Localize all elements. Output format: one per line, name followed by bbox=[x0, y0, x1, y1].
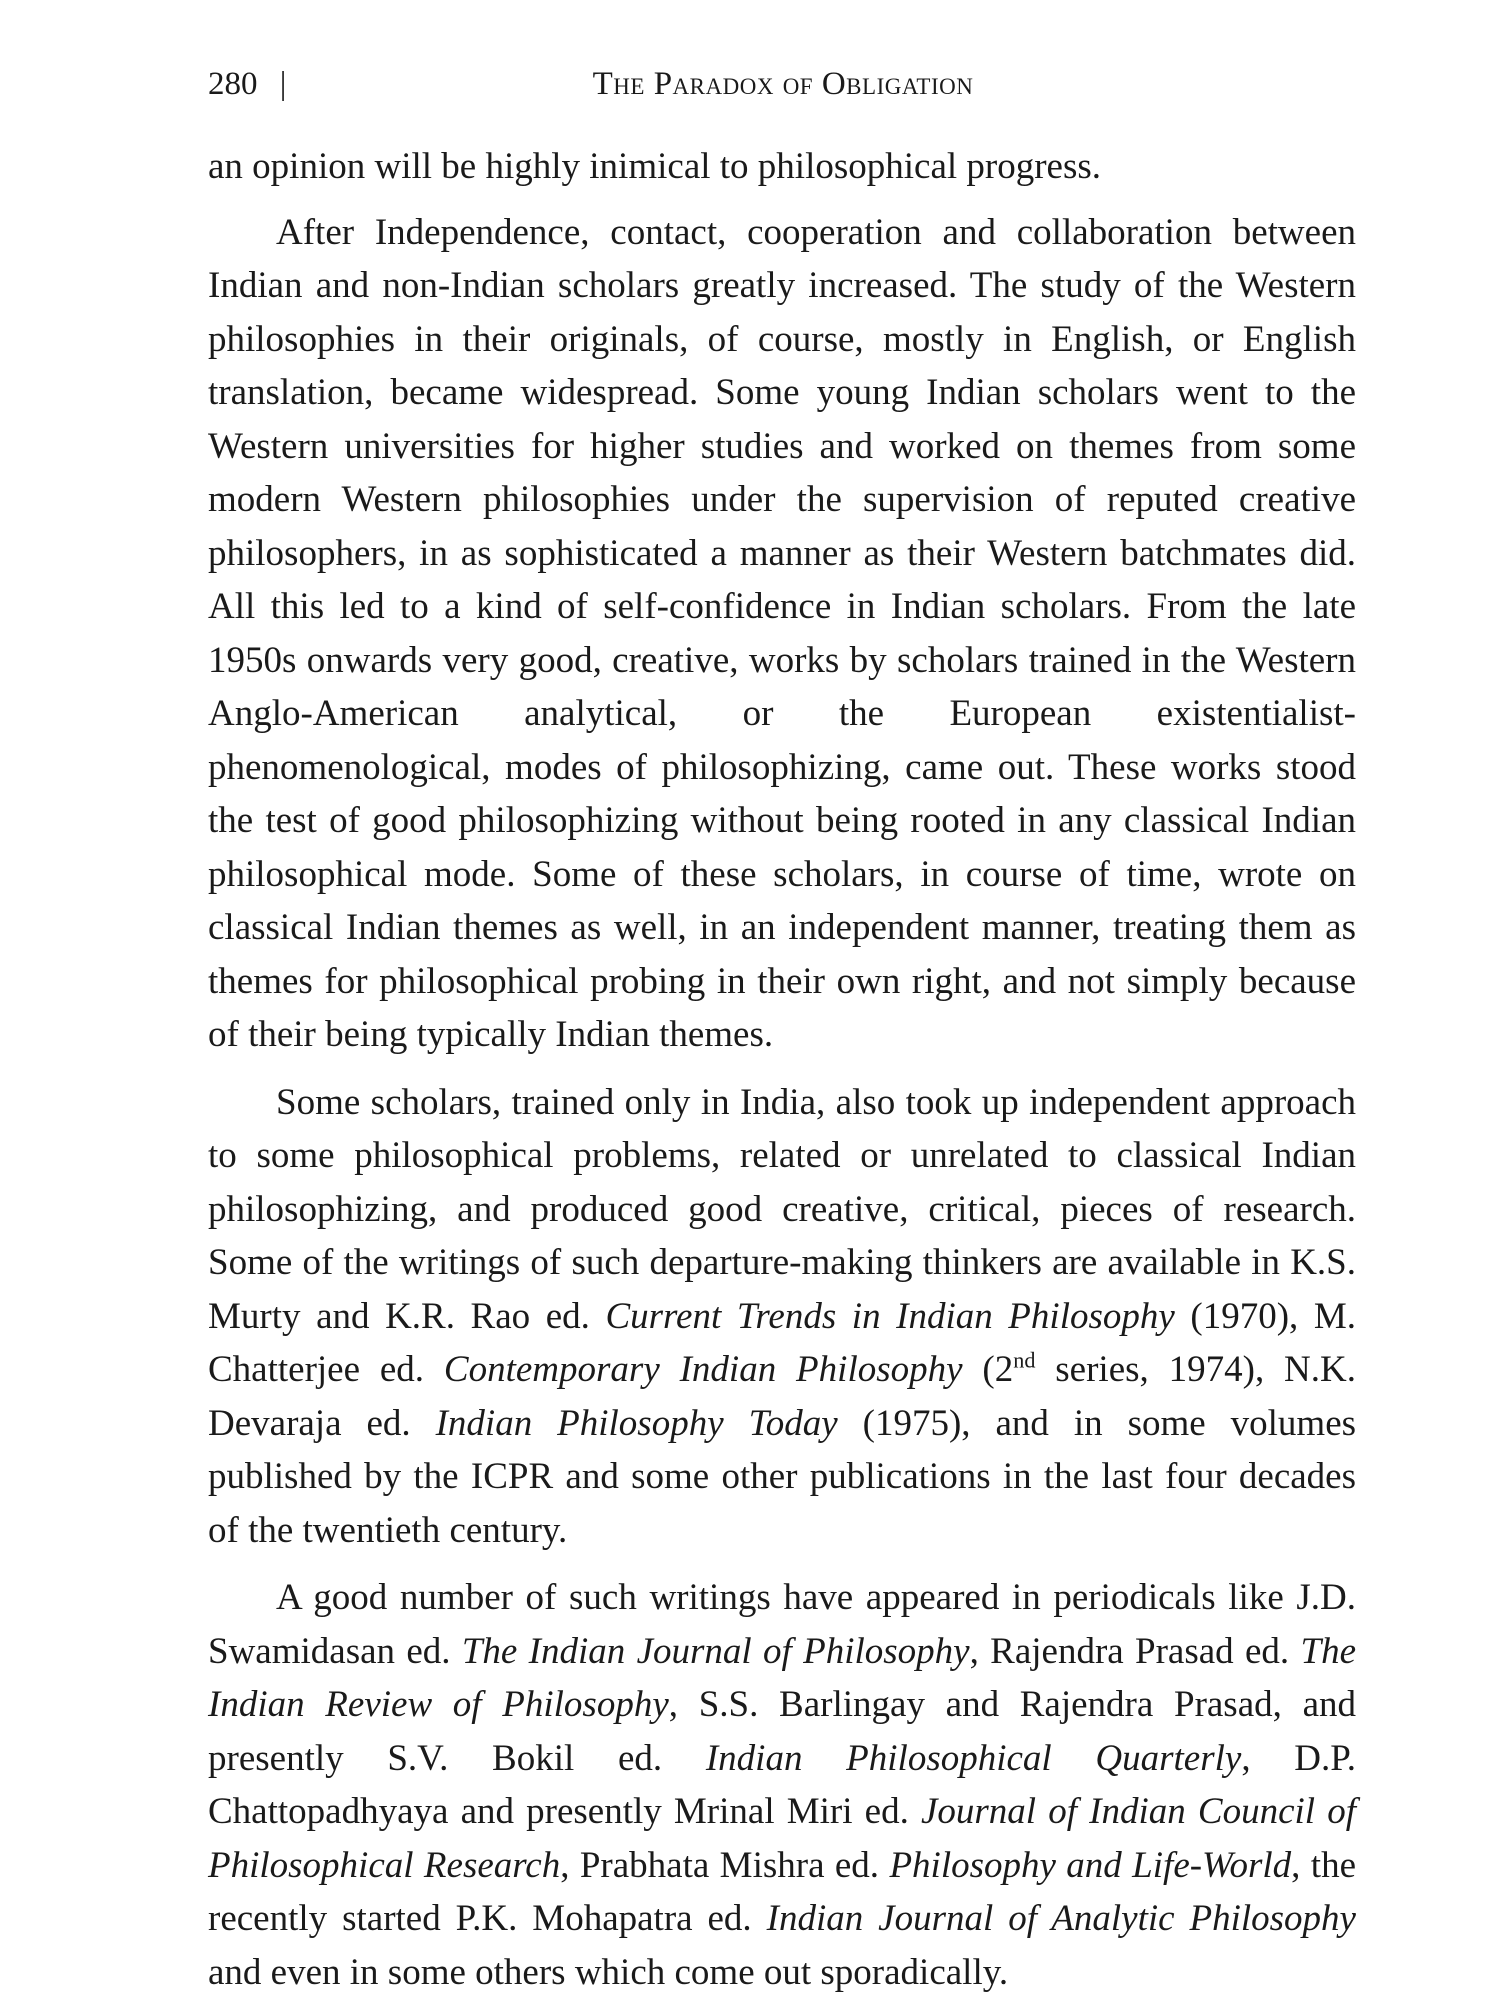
italic-title: Indian Philosophical Quarterly bbox=[705, 1737, 1242, 1779]
text-run: an opinion will be highly inimical to philosophical progress. bbox=[208, 146, 1102, 187]
running-header bbox=[208, 62, 1358, 106]
paragraph bbox=[208, 206, 1356, 1062]
paragraph bbox=[208, 140, 1356, 194]
text-run: , Rajendra Prasad ed. bbox=[969, 1630, 1301, 1672]
paragraph bbox=[208, 1076, 1356, 1558]
text-run: , Prabhata Mishra ed. bbox=[560, 1844, 890, 1886]
text-run: (1975), and in some volumes published by the ICPR and some other publications in the last four decades of the twentieth century. bbox=[208, 1402, 1357, 1551]
text-run: A good number of such writings have appeared in periodicals like J.D. Swamidasan ed. bbox=[208, 1577, 1356, 1672]
italic-title: Indian Journal of Analytic Philosophy bbox=[766, 1898, 1356, 1939]
superscript: nd bbox=[1013, 1347, 1036, 1373]
italic-title: The Indian Review of Philosophy bbox=[208, 1630, 1356, 1725]
italic-title: The Indian Journal of Philosophy bbox=[461, 1630, 970, 1672]
italic-title: Contemporary Indian Philosophy bbox=[443, 1349, 963, 1390]
page-number-value: 280 bbox=[208, 66, 258, 102]
italic-title: Current Trends in Indian Philosophy bbox=[605, 1295, 1175, 1337]
italic-title: Philosophy and Life-World bbox=[889, 1844, 1292, 1886]
header-separator: | bbox=[279, 66, 287, 102]
body-text bbox=[208, 140, 1356, 2013]
italic-title: Indian Philosophy Today bbox=[435, 1402, 838, 1444]
text-run: , the recently started P.K. Mohapatra ed. bbox=[208, 1844, 1357, 1939]
text-run: Some scholars, trained only in India, also took up independent approach to some philosophical problems, related or unrelated to classical Indian philosophizing, and produced good creative, critical, pieces of research. Some of the writings of such departure-making thinkers are available in K.S. Murty and K.R. Rao ed. bbox=[208, 1081, 1356, 1337]
text-run: series, 1974), N.K. Devaraja ed. bbox=[208, 1349, 1356, 1444]
paragraph bbox=[208, 1571, 1356, 1999]
text-run: After Independence, contact, cooperation and collaboration between Indian and non-Indian scholars greatly increased. The study of the Western philosophies in their originals, of course, mostly in English, or English translation, became widespread. Some young Indian scholars went to the Western universities for higher studies and worked on themes from some modern Western philosophies under the supervision of reputed creative philosophers, in as sophisticated a manner as their Western batchmates did. All this led to a kind of self-confidence in Indian scholars. From the late 1950s onwards very good, creative, works by scholars trained in the Western Anglo-American analytical, or the European existentialist-phenomenological, modes of philosophizing, came out. These works stood the test of good philosophizing without being rooted in any classical Indian philosophical mode. Some of these scholars, in course of time, wrote on classical Indian themes as well, in an independent manner, treating them as themes for philosophical probing in their own right, and not simply because of their being typically Indian themes. bbox=[208, 211, 1356, 1055]
text-run: (1970), M. Chatterjee ed. bbox=[208, 1295, 1356, 1390]
running-title: The Paradox of Obligation bbox=[592, 66, 974, 102]
italic-title: Journal of Indian Council of Philosophical Research bbox=[208, 1791, 1356, 1886]
text-run: , S.S. Barlingay and Rajendra Prasad, and presently S.V. Bokil ed. bbox=[208, 1684, 1356, 1779]
text-run: , D.P. Chattopadhyaya and presently Mrinal Miri ed. bbox=[208, 1737, 1356, 1832]
text-run: (2 bbox=[962, 1349, 1014, 1390]
text-run: and even in some others which come out sporadically. bbox=[208, 1951, 1009, 1993]
